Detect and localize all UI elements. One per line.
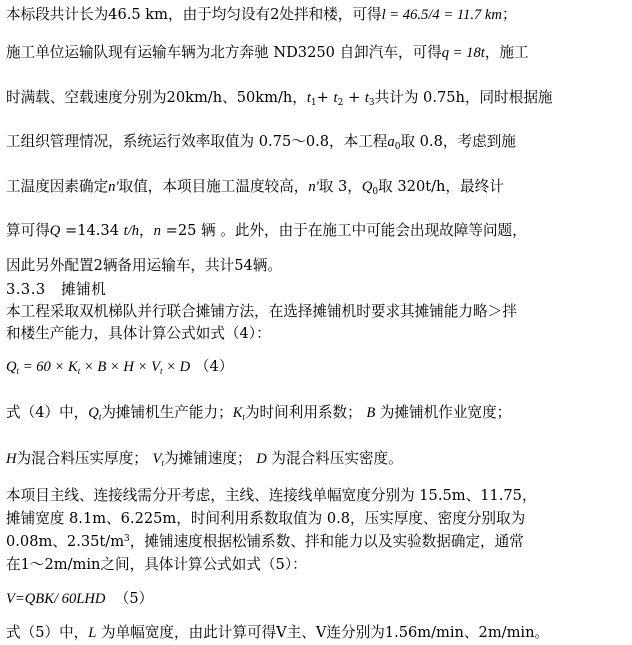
paragraph-1-line-2: 施工单位运输队现有运输车辆为北方奔驰 ND3250 自卸汽车，可得q = 18t，施工 bbox=[6, 44, 529, 61]
equation-4: $Q_t = 60 \times K_t \times B \times H \times V_t \times D$ （4） bbox=[6, 358, 234, 376]
paragraph-1-line-7: 因此另外配置2辆备用运输车，共计54辆。 bbox=[6, 257, 282, 274]
formula-q: q = 18t bbox=[441, 45, 485, 61]
equation-5-number: （5） bbox=[114, 590, 154, 607]
equation-4-number: （4） bbox=[194, 358, 234, 375]
paragraph-2-line-1: 本工程采取双机梯队并行联合摊铺方法，在选择摊铺机时要求其摊铺能力略＞拌 bbox=[6, 303, 517, 320]
equation-4-definitions-line-1: 式（4）中，$Q_t$为摊铺机生产能力；$K_t$为时间利用系数； B 为摊铺机作业宽度； bbox=[6, 404, 512, 422]
equation-5: V=QBK/ 60LHD （5） bbox=[6, 590, 154, 607]
paragraph-1-line-5: 工温度因素确定n'取值，本项目施工温度较高，n'取 3，$Q_0$取 320t/h，最终计 bbox=[6, 178, 504, 197]
equation-5-definition: 式（5）中，L 为单幅宽度，由此计算可得V主、V连分别为1.56m/min、2m/min。 bbox=[6, 624, 550, 641]
paragraph-3-line-3: 0.08m、$2.35t/m^3$，摊铺速度根据松铺系数、拌和能力以及实验数据确定，通常 bbox=[6, 533, 524, 550]
section-heading bbox=[6, 281, 106, 299]
equation-4-definitions-line-2: H为混合料压实厚度； $V_t$为摊铺速度； D 为混合料压实密度。 bbox=[6, 450, 403, 468]
formula-l: l = 46.5/4 = 11.7 km bbox=[381, 7, 502, 23]
section-number: 3.3.3 bbox=[6, 281, 46, 298]
paragraph-1-line-1: 本标段共计长为46.5 km，由于均匀设有2处拌和楼，可得l = 46.5/4 = 11.7 km； bbox=[6, 6, 517, 23]
paragraph-1-line-4: 工组织管理情况，系统运行效率取值为 0.75～0.8，本工程$a_0$取 0.8，考虑到施 bbox=[6, 133, 516, 152]
section-title: 摊铺机 bbox=[61, 281, 107, 298]
paragraph-1-line-6: 算可得Q =14.34 t/h，n =25 辆 。此外，由于在施工中可能会出现故障等问题， bbox=[6, 222, 527, 239]
paragraph-2-line-2: 和楼生产能力，具体计算公式如式（4）： bbox=[6, 325, 271, 342]
paragraph-1-line-3: 时满载、空载速度分别为20km/h、50km/h，$t_1+ t_2 + t_3$共计为 0.75h，同时根据施 bbox=[6, 89, 553, 108]
paragraph-3-line-2: 摊铺宽度 8.1m、6.225m，时间利用系数取值为 0.8，压实厚度、密度分别取为 bbox=[6, 510, 526, 527]
paragraph-3-line-4: 在1～2m/min之间，具体计算公式如式（5）： bbox=[6, 556, 307, 573]
paragraph-3-line-1: 本项目主线、连接线需分开考虑，主线、连接线单幅宽度分别为 15.5m、11.75， bbox=[6, 487, 537, 504]
